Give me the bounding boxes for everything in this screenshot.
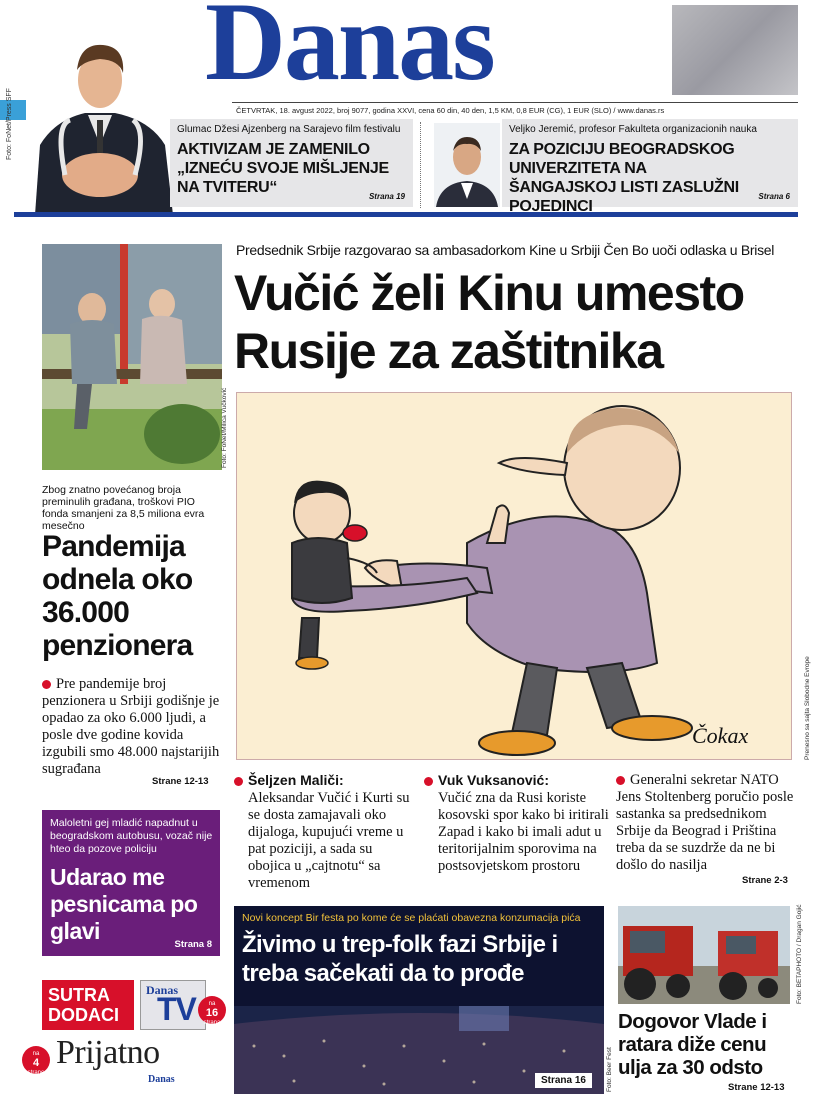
- eisenberg-photo: [25, 25, 175, 215]
- lead-kicker: Predsednik Srbije razgovarao sa ambasadorkom Kine u Srbiji Čen Bo uoči odlaska u Brisel: [236, 242, 775, 258]
- pensioners-photo: [42, 244, 222, 470]
- tv-badge-top: na: [208, 1001, 216, 1007]
- bullet-icon: [616, 776, 625, 785]
- pensioners-photo-credit: Foto: FoNet/Milica Vučković: [221, 387, 228, 468]
- pension-body-text: Pre pandemije broj penzionera u Srbiji godišnje je opadao za oko 6.000 ljudi, a posle dve godine kovida izgubili smo 48.000 najstarijih sugrađana: [42, 676, 220, 777]
- dateline: ČETVRTAK, 18. avgust 2022, broj 9077, godina XXVI, cena 60 din, 40 den, 1,5 KM, 0,8 EUR (CG), 1 EUR (SLO) / www.danas.rs: [236, 106, 665, 115]
- ad-placeholder: [672, 5, 798, 95]
- tv-badge-bottom: strana: [203, 1020, 221, 1026]
- teaser-right-kicker: Veljko Jeremić, profesor Fakulteta organizacionih nauka: [509, 124, 757, 135]
- column-2-author: Vuk Vuksanović:: [438, 772, 550, 788]
- farmers-pages: Strane 12-13: [728, 1082, 785, 1093]
- festival-kicker: Novi koncept Bir festa po kome će se plaćati obavezna konzumacija pića: [242, 912, 581, 924]
- pension-kicker: Zbog znatno povećanog broja preminulih građana, troškovi PIO fonda smanjeni za 8,5 miliona evra mesečno: [42, 484, 205, 532]
- teaser-left-kicker: Glumac Džesi Ajzenberg na Sarajevo film festivalu: [177, 124, 401, 135]
- prijatno-badge-bottom: strane: [27, 1070, 45, 1076]
- tv-badge-num: 16: [205, 1007, 219, 1019]
- bus-box[interactable]: [42, 810, 220, 956]
- prijatno-pages-badge: [22, 1046, 50, 1074]
- teaser-left-headline: AKTIVIZAM JE ZAMENILO „IZNEĆU SVOJE MIŠLJENJE NA TVITERU“: [177, 141, 389, 196]
- farmers-headline[interactable]: Dogovor Vlade i ratara diže cenu ulja za 30 odsto: [618, 1010, 767, 1079]
- festival-page: Strana 16: [535, 1073, 592, 1088]
- jeremic-photo: [434, 123, 500, 207]
- bullet-icon: [42, 680, 51, 689]
- masthead-photo-credit: Foto: FoNet/Press SFF: [6, 88, 13, 160]
- teaser-right-box[interactable]: [502, 119, 798, 215]
- festival-photo-credit: Foto: Beer Fest: [606, 1047, 613, 1092]
- tv-pages-badge: [198, 996, 226, 1024]
- prijatno-sub: Danas: [148, 1074, 175, 1085]
- danas-tv-logo-top: Danas: [146, 983, 179, 997]
- dateline-rule: [232, 102, 798, 103]
- tractors-photo-credit: Foto: BETAPHOTO / Dragan Gojić: [796, 904, 803, 1004]
- lead-headline-line1[interactable]: Vučić želi Kinu umesto: [234, 265, 744, 321]
- lead-cartoon: [236, 392, 792, 760]
- danas-tv-logo-tv: TV: [157, 991, 196, 1027]
- cartoon-signature: Čokax: [692, 723, 749, 748]
- pension-pages: Strane 12-13: [152, 776, 209, 787]
- teaser-right-page: Strana 6: [758, 192, 790, 201]
- pension-headline[interactable]: Pandemija odnela oko 36.000 penzionera: [42, 530, 193, 662]
- teaser-left-box[interactable]: [170, 119, 413, 207]
- teaser-left-page: Strana 19: [368, 192, 405, 201]
- festival-headline: Živimo u trep-folk fazi Srbije i treba sačekati da to prođe: [242, 931, 558, 987]
- bus-kicker: Maloletni gej mladić napadnut u beogradskom autobusu, vozač nije hteo da pozove policiju: [50, 817, 213, 855]
- prijatno-badge-num: 4: [32, 1057, 40, 1069]
- column-2[interactable]: [424, 772, 609, 875]
- prijatno-logo[interactable]: Prijatno: [56, 1034, 160, 1071]
- column-1-text: Aleksandar Vučić i Kurti su se dosta zamajavali oko dijaloga, kupujući vreme u pat poziciji, a sada su obojica u „cajtnotu“ sa vremenom: [248, 790, 410, 891]
- masthead-logo: Danas: [205, 0, 494, 104]
- supplements-label: SUTRA DODACI: [42, 980, 134, 1030]
- column-3-pages: Strane 2-3: [742, 875, 788, 886]
- bullet-icon: [424, 777, 433, 786]
- tractors-photo: [618, 906, 790, 1004]
- bullet-icon: [234, 777, 243, 786]
- column-3-text: Generalni sekretar NATO Jens Stoltenberg poručio posle sastanka sa predsednikom Srbije da Beograd i Priština treba da se suzdrže da ne bi došlo do nasilja: [616, 772, 794, 873]
- column-2-text: Vučić zna da Rusi koriste kosovski spor kako bi iritirali Zapad i kako bi imali adut u teritorijalnim sporovima na postsovjetskom prostoru: [438, 790, 609, 874]
- blue-tab: [0, 100, 26, 120]
- cartoon-credit: Prenesno sa sajta Slobodne Evrope: [804, 656, 811, 760]
- festival-box[interactable]: [234, 906, 604, 1094]
- bus-page: Strana 8: [174, 939, 212, 950]
- prijatno-badge-top: na: [32, 1051, 40, 1057]
- column-1-author: Šeljzen Maliči:: [248, 772, 344, 788]
- danas-tv-logo[interactable]: [140, 980, 206, 1030]
- pension-body: [42, 676, 222, 778]
- bus-headline: Udarao me pesnicama po glavi: [50, 864, 198, 944]
- column-3[interactable]: [616, 772, 796, 874]
- teaser-divider: [420, 122, 421, 208]
- column-1[interactable]: [234, 772, 414, 892]
- teaser-right-headline: ZA POZICIJU BEOGRADSKOG UNIVERZITETA NA ŠANGAJSKOJ LISTI ZASLUŽNI POJEDINCI: [509, 141, 739, 215]
- lead-headline-line2[interactable]: Rusije za zaštitnika: [234, 323, 663, 379]
